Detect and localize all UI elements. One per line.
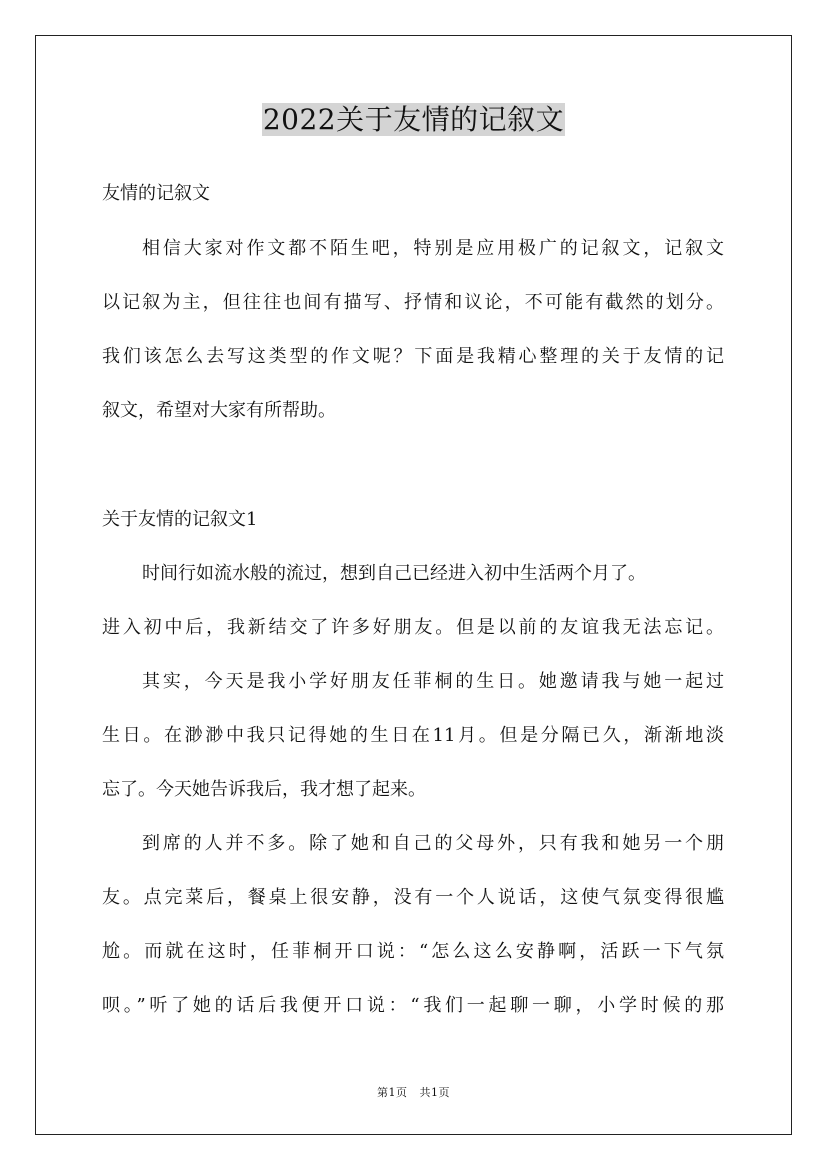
paragraph-line: 尬。而就在这时，任菲桐开口说：“怎么这么安静啊，活跃一下气氛 (102, 941, 724, 962)
page-total: 共1页 (419, 1086, 450, 1099)
paragraph-line: 友。点完菜后，餐桌上很安静，没有一个人说话，这使气氛变得很尴 (102, 887, 724, 908)
paragraph-line: 到席的人并不多。除了她和自己的父母外，只有我和她另一个朋 (142, 833, 724, 854)
paragraph-line: 叙文，希望对大家有所帮助。 (102, 400, 336, 421)
paragraph-line: 相信大家对作文都不陌生吧，特别是应用极广的记叙文，记叙文 (142, 238, 724, 259)
paragraph-line: 其实，今天是我小学好朋友任菲桐的生日。她邀请我与她一起过 (142, 671, 724, 692)
section-heading: 关于友情的记叙文1 (102, 509, 258, 530)
paragraph-line: 呗。”听了她的话后我便开口说：“我们一起聊一聊，小学时候的那 (102, 995, 724, 1016)
page-footer (0, 1084, 827, 1100)
page-number: 第1页 (377, 1086, 408, 1099)
paragraph-line: 以记叙为主，但往往也间有描写、抒情和议论，不可能有截然的划分。 (102, 292, 724, 313)
paragraph-line: 生日。在渺渺中我只记得她的生日在11月。但是分隔已久，渐渐地淡 (102, 725, 724, 746)
paragraph-line: 忘了。今天她告诉我后，我才想了起来。 (102, 779, 426, 800)
section-heading: 友情的记叙文 (102, 183, 210, 204)
paragraph-line: 我们该怎么去写这类型的作文呢？下面是我精心整理的关于友情的记 (102, 346, 724, 367)
document-title-container (0, 100, 827, 140)
document-title: 2022关于友情的记叙文 (262, 103, 565, 136)
paragraph-line: 时间行如流水般的流过，想到自己已经进入初中生活两个月了。 (142, 563, 646, 584)
paragraph-line: 进入初中后，我新结交了许多好朋友。但是以前的友谊我无法忘记。 (102, 617, 724, 638)
